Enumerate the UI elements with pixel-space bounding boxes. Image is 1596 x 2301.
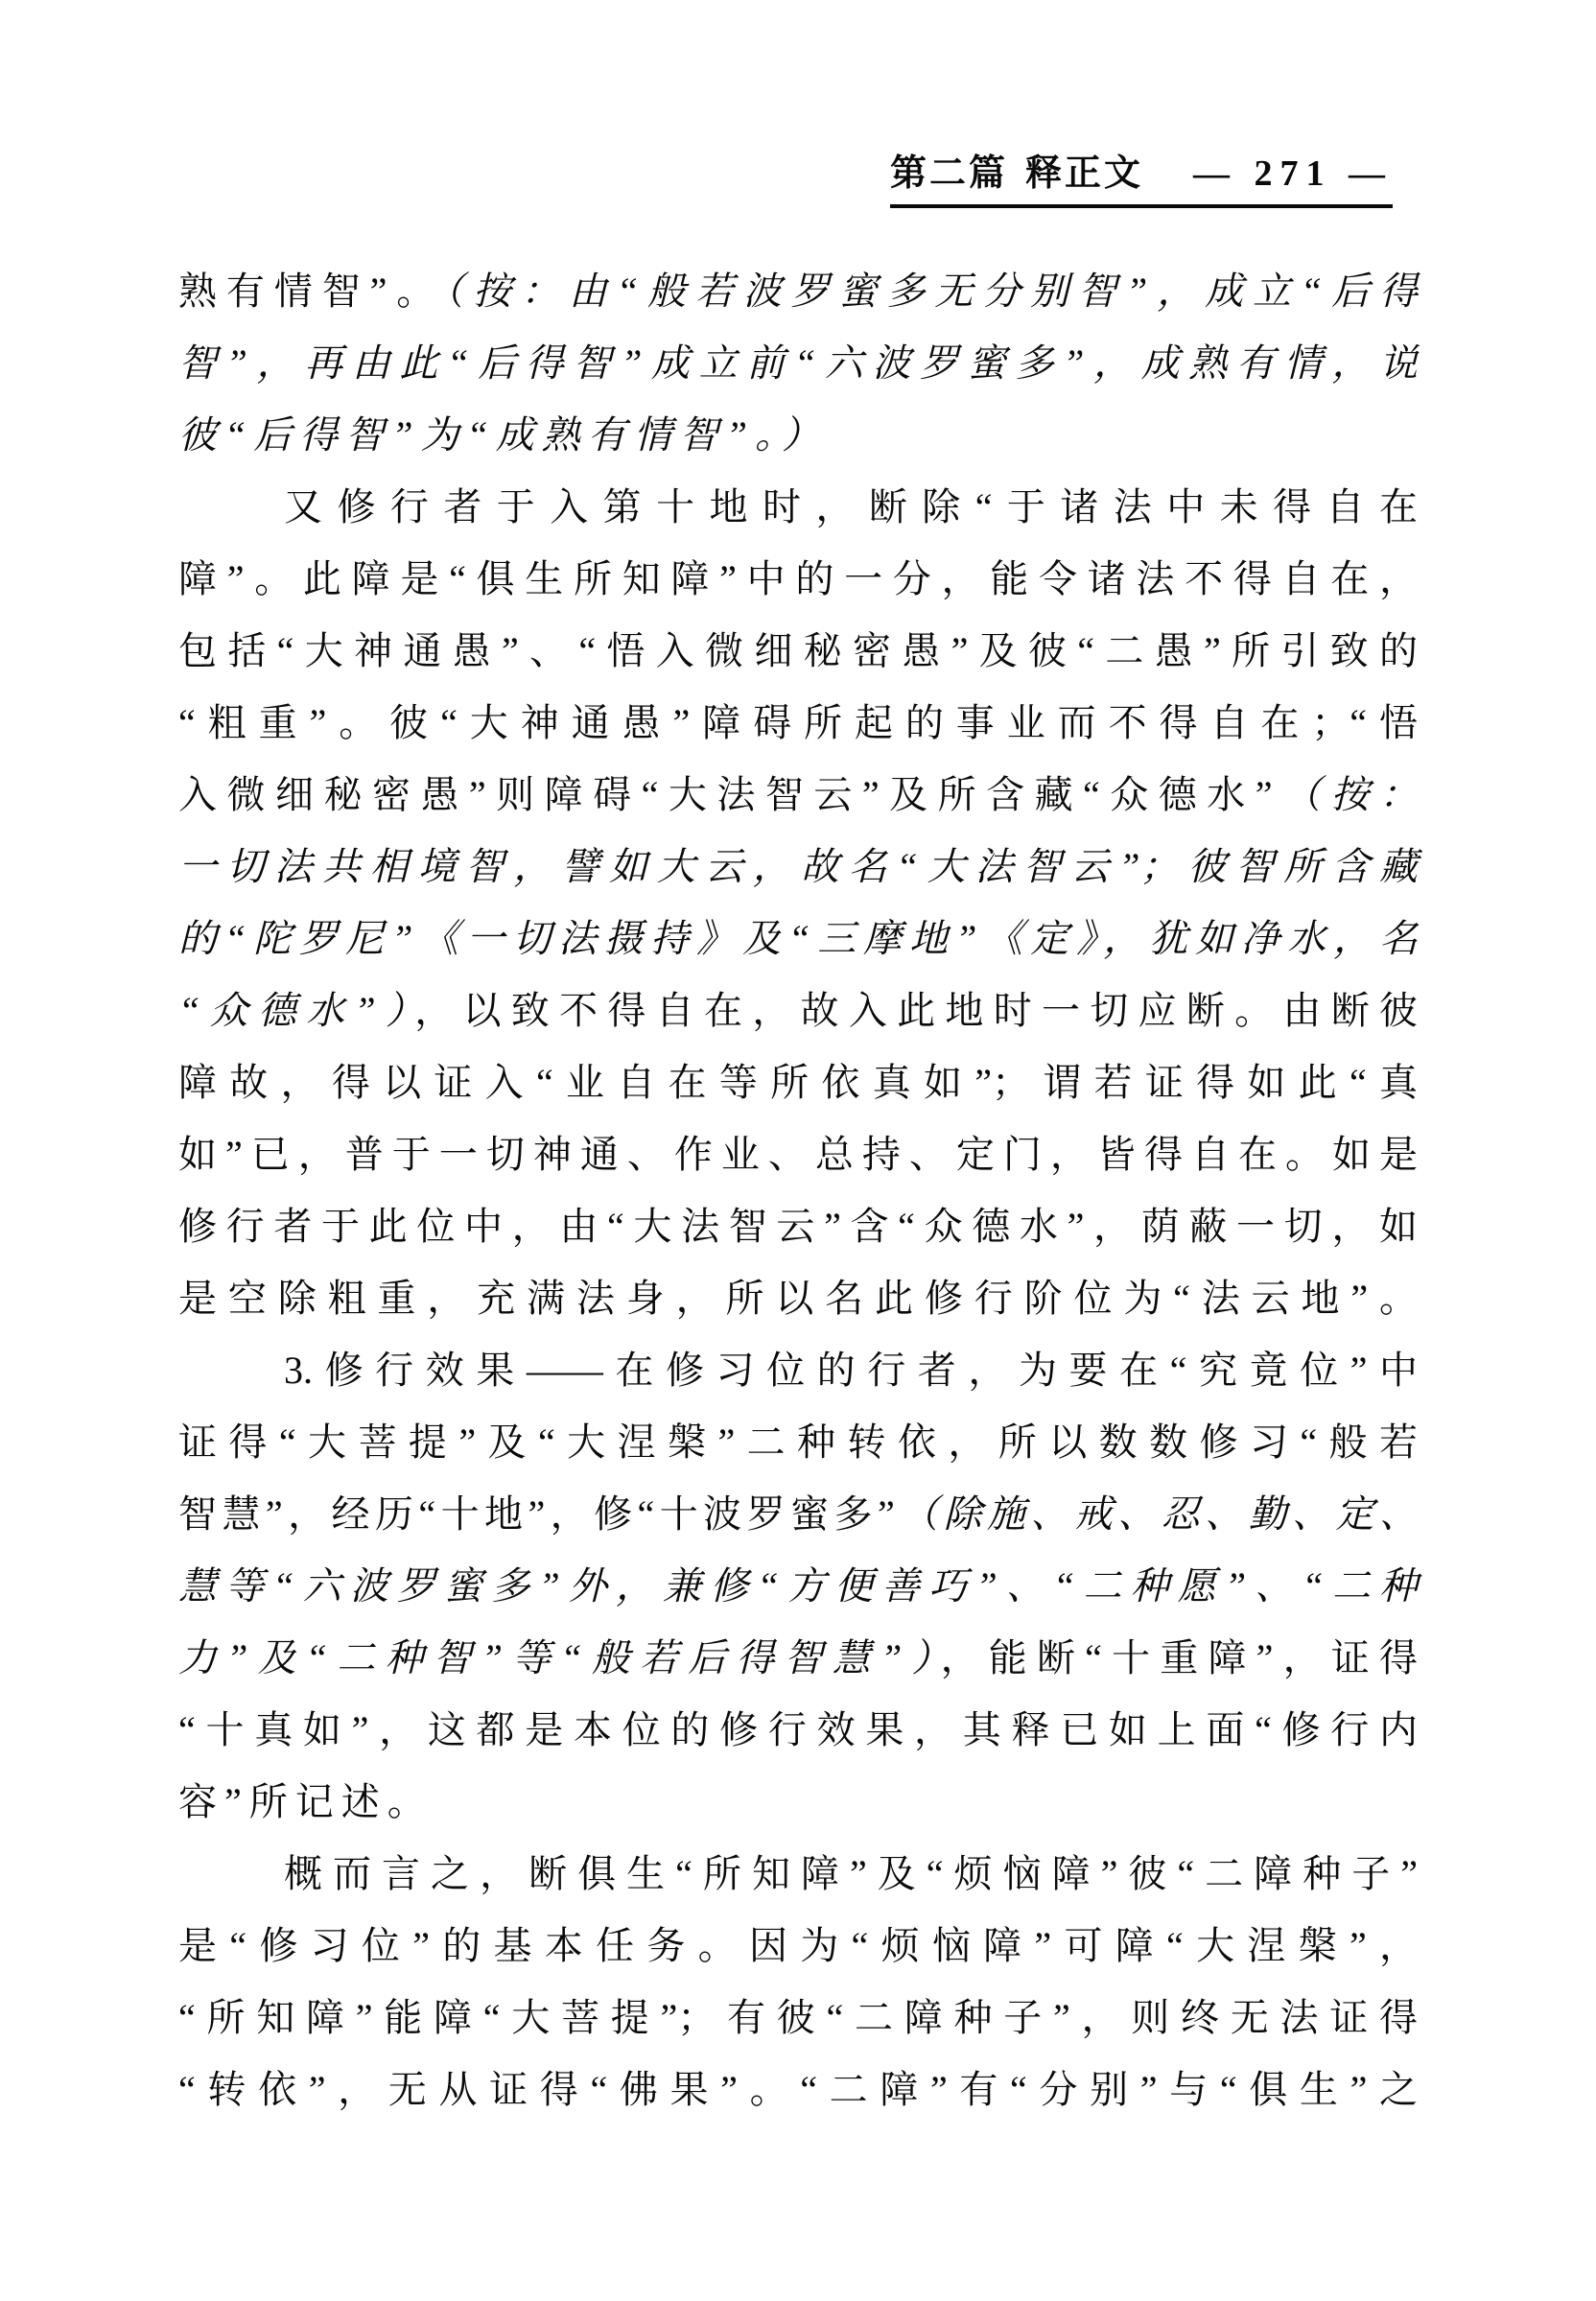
text-line [178,1046,1418,1118]
text-line [178,974,1418,1046]
text-line [178,1478,1418,1550]
annotation-text-run: “众德水”） [178,989,415,1032]
body-text-run: 入微细秘密愚”则障碍“大法智云”及所含藏“众德水” [178,773,1273,816]
text-line [178,327,1418,399]
text-line [178,1766,1418,1838]
body-text-run: ，能断“十重障”，证得 [940,1636,1418,1679]
text-line [178,399,1418,471]
text-line [178,1622,1418,1694]
body-text-run: “粗重”。彼“大神通愚”障碍所起的事业而不得自在；“悟 [178,701,1418,744]
body-text-run: “所知障”能障“大菩提”；有彼“二障种子”，则终无法证得 [178,1996,1418,2039]
text-line [178,1190,1418,1262]
text-line [178,1118,1418,1190]
annotation-text-run: 一切法共相境智，譬如大云，故名“大法智云”；彼智所含藏 [178,845,1418,888]
running-header-rule [890,152,1393,208]
text-line [178,1550,1418,1622]
text-line [178,687,1418,759]
body-text-run: 修行者于此位中，由“大法智云”含“众德水”，荫蔽一切，如 [178,1205,1418,1248]
body-text-run: ，以致不得自在，故入此地时一切应断。由断彼 [414,989,1419,1032]
body-text-run: “转依”，无从证得“佛果”。“二障”有“分别”与“俱生”之 [178,2068,1418,2111]
annotation-text-run: （除施、戒、忍、勤、定、 [894,1492,1418,1536]
annotation-text-run: 智”，再由此“后得智”成立前“六波罗蜜多”，成熟有情，说 [178,341,1418,385]
text-line [178,831,1418,903]
body-text-run: 概而言之，断俱生“所知障”及“烦恼障”彼“二障种子” [284,1852,1418,1895]
text-line [178,543,1418,615]
body-text-run: 障故，得以证入“业自在等所依真如”；谓若证得如此“真 [178,1061,1418,1104]
body-text-run: 熟有情智”。 [178,270,445,313]
body-text-run: 智慧”，经历“十地”，修“十波罗蜜多” [178,1492,895,1536]
header-section-label: 第二篇 [889,153,1008,194]
body-text-run: 证得“大菩提”及“大涅槃”二种转依，所以数数修习“般若 [178,1421,1418,1464]
running-header [890,152,1393,208]
body-text-run: 3.修行效果——在修习位的行者，为要在“究竟位”中 [284,1349,1418,1392]
text-line [178,1334,1418,1406]
body-text-run: 包括“大神通愚”、“悟入微细秘密愚”及彼“二愚”所引致的 [178,629,1418,672]
annotation-text-run: 彼“后得智”为“成熟有情智”。） [178,413,828,457]
body-text-run: 障”。此障是“俱生所知障”中的一分，能令诸法不得自在， [178,557,1418,600]
body-text-run: “十真如”，这都是本位的修行效果，其释已如上面“修行内 [178,1708,1418,1751]
body-text-run: 是空除粗重，充满法身，所以名此修行阶位为“法云地”。 [178,1277,1418,1320]
text-line [178,255,1418,327]
body-text-run: 又修行者于入第十地时，断除“于诸法中未得自在 [284,485,1418,528]
text-line [178,615,1418,687]
text-line [178,759,1418,831]
body-text-run: 是“修习位”的基本任务。因为“烦恼障”可障“大涅槃”， [178,1924,1418,1967]
header-page-number: — 271 — [1193,153,1393,194]
text-line [178,2054,1418,2125]
header-chapter-title: 释正文 [1024,153,1143,194]
text-line [178,1262,1418,1334]
text-line [178,1406,1418,1478]
text-line [178,1838,1418,1910]
text-line [178,1982,1418,2054]
body-text [178,255,1418,2125]
annotation-text-run: 力”及“二种智”等“般若后得智慧”） [178,1636,941,1679]
annotation-text-run: （按： [1272,773,1419,816]
body-text-run: 如”已，普于一切神通、作业、总持、定门，皆得自在。如是 [178,1133,1418,1176]
text-line [178,1910,1418,1982]
annotation-text-run: （按：由“般若波罗蜜多无分别智”，成立“后得 [444,270,1418,313]
annotation-text-run: 的“陀罗尼”《一切法摄持》及“三摩地”《定》，犹如净水，名 [178,917,1418,960]
text-line [178,471,1418,543]
body-text-run: 容”所记述。 [178,1780,434,1823]
annotation-text-run: 慧等“六波罗蜜多”外，兼修“方便善巧”、“二种愿”、“二种 [178,1564,1418,1608]
text-line [178,1694,1418,1766]
text-line [178,903,1418,974]
